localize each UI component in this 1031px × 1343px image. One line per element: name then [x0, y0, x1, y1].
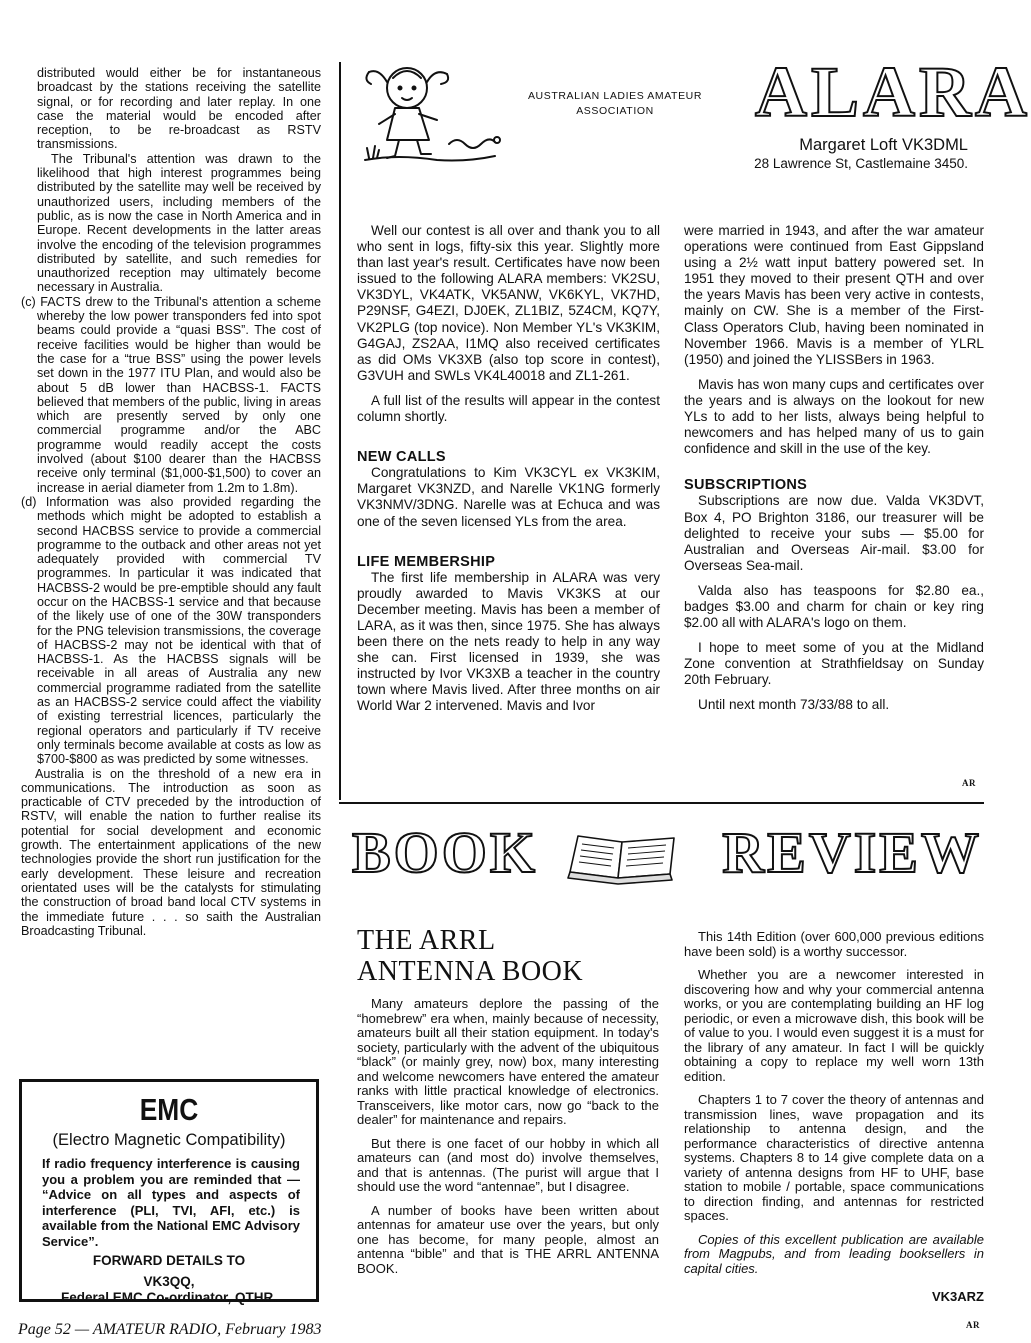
- heading-new-calls: NEW CALLS: [357, 449, 446, 466]
- alara-address: 28 Lawrence St, Castlemaine 3450.: [754, 156, 968, 171]
- heading-subscriptions: SUBSCRIPTIONS: [684, 477, 808, 494]
- emc-body: If radio frequency interference is causing you a problem you are reminded that — “Advice on all types and aspects of interference (PLI, TVI, AFI, etc.) is available from the National EMC Advisory Service”.: [42, 1156, 300, 1249]
- col1-paragraph-1: distributed would either be for instantaneous broadcast by the stations receiving the satellite signal, or for recording and later replay. In one case the material would be encoded after reception, to be re-broadcast as RSTV transmissions.: [37, 66, 321, 152]
- column-rule: [339, 62, 341, 800]
- alara-paragraph-closing: Until next month 73/33/88 to all.: [698, 697, 890, 713]
- open-book-icon: [566, 828, 678, 886]
- alara-paragraph-married: were married in 1943, and after the war amateur operations were continued from East Gippsland using a 2½ watt input battery powered set. In 1951 they moved to their present QTH and over the years Mavis has been very active in contests, mainly on CW. She is a member of the First-Class Operators Club, having been nominated in November 1966. Mavis is a member of YLRL (1950) and joined the YLISSBers in 1963.: [684, 223, 984, 367]
- review-paragraph-availability: Copies of this excellent publication are available from Magpubs, and from leading booksellers in capital cities.: [684, 1231, 984, 1276]
- book-banner-left: BOOK: [352, 820, 539, 885]
- emc-callsign: VK3QQ,: [143, 1274, 195, 1289]
- emc-coordinator: Federal EMC Co-ordinator, QTHR.: [60, 1290, 277, 1305]
- left-column: [21, 66, 321, 938]
- heading-life-membership: LIFE MEMBERSHIP: [357, 553, 496, 570]
- alara-paragraph-cups: Mavis has won many cups and certificates over the years and is always on the lookout for new YLs to add to her lists, always being helpful to newcomers and has helped many of us to gain confidence and skill in the use of the key.: [684, 376, 984, 457]
- book-title-line2: ANTENNA BOOK: [357, 956, 584, 987]
- alara-paragraph-results: A full list of the results will appear in the contest column shortly.: [357, 392, 660, 425]
- book-title: [357, 925, 677, 987]
- section-rule: [339, 802, 984, 804]
- emc-box: [19, 1079, 319, 1305]
- emc-subtitle: (Electro Magnetic Compatibility): [52, 1131, 286, 1149]
- col1-paragraph-2: The Tribunal's attention was drawn to the likelihood that high interest programmes being distributed by the satellite may well be received by unauthorized users, including members of the public, as is now the case in North America and in Europe. Recent developments in the latter areas involve the encoding of the television programmes distributed by satellite, and such remedies for unauthorized reception may ultimately become necessary in Australia.: [37, 151, 321, 295]
- review-signature: VK3ARZ: [931, 1289, 984, 1304]
- alara-paragraph-subs: Subscriptions are now due. Valda VK3DVT, Box 4, PO Brighton 3186, our treasurer will be delighted to receive your subs — $5.00 for Australian and Overseas Air-mail. $3.00 for Overseas Sea-mail.: [684, 493, 984, 573]
- page-footer: Page 52 — AMATEUR RADIO, February 1983: [18, 1321, 322, 1338]
- review-paragraph-chapters: Chapters 1 to 7 cover the theory of antennas and transmission lines, wave propagation and its relationship to antenna design, and the performance characteristics of directive antenna systems. Chapters 8 to 14 give complete data on a variety of antenna designs from HF to UHF, base station to mobile / portable, space communications to direction finding, and antennas for restricted spaces.: [684, 1092, 984, 1223]
- review-column-left: [357, 997, 659, 1276]
- alara-paragraph-life: The first life membership in ALARA was very proudly awarded to Mavis VK3KS at our December meeting. Mavis has been a member of LARA, as it was then, since 1975. She has always been there on the nets ready to help in any way she can. First licensed in 1939, she was instructed by Ivor VK3XB a teacher in the country town where Mavis lived. After three months on air World War 2 intervened. Mavis and Ivor: [357, 569, 660, 714]
- alara-paragraph-convention: I hope to meet some of you at the Midland Zone convention at Strathfieldsay on Sunday 20th February.: [684, 640, 984, 688]
- col1-item-c: (c) FACTS drew to the Tribunal's attention a scheme whereby the low power transponders fed into spot beams could provide a “quasi BSS”. The cost of receive facilities would be higher than would be the case for a “true BSS” using the power levels set down in the 1977 ITU Plan, and would also be about 5 dB lower than HACBSS-1. FACTS believed that members of the public, living in areas which are presently served by only one commercial programme and/or the ABC programme would readily accept the costs involved (about $100 dearer than the HACBSS receive only terminal ($1,000-$1,500) to cover an increase in aerial diameter from 1.2m to 1.8m).: [21, 294, 321, 495]
- alara-paragraph-new-calls: Congratulations to Kim VK3CYL ex VK3KIM, Margaret VK3NZD, and Narelle VK1NG formerly VK3NMV/3DNG. Narelle was at Echuca and was one of the seven licensed YLs from the area.: [357, 465, 660, 529]
- review-column-right: [684, 930, 984, 1276]
- alara-association-line1: AUSTRALIAN LADIES AMATEUR: [527, 90, 703, 102]
- alara-association-line2: ASSOCIATION: [576, 105, 654, 117]
- alara-column-left: [357, 223, 660, 715]
- review-paragraph-newcomer: Whether you are a newcomer interested in discovering how and why your commercial antenna works, or you are contemplating building an HF log periodic, or even a microwave dish, this book will be of value to you. I would even suggest it is a must for the library of any amateur. In fact I will be quickly obtaining a copy to replace my well worn 13th edition.: [684, 967, 984, 1084]
- alara-association: [515, 89, 715, 119]
- review-paragraph-homebrew: Many amateurs deplore the passing of the “homebrew” era when, mainly because of necessity, amateurs built all their station equipment. In today's society, particularly with the advent of the ubiquitous “black” (or mainly grey, now) box, many interesting and welcome newcomers have entered the amateur ranks with little practical knowledge of electronics. Transceivers, like motor cars, now go “back to the dealer” for maintenance and repairs.: [357, 996, 659, 1127]
- alara-logo: ALARA: [755, 52, 1031, 132]
- review-paragraph-books: A number of books have been written about antennas for amateur use over the years, but only one has become, for many people, almost an antenna “bible” and that is THE ARRL ANTENNA BOOK.: [357, 1202, 659, 1276]
- emc-forward: FORWARD DETAILS TO: [92, 1253, 246, 1268]
- book-title-line1: THE ARRL: [357, 925, 496, 956]
- review-paragraph-facet: But there is one facet of our hobby in which all amateurs can (and most do) involve themselves, and that is antennas. (The purist will argue that I should use the word “antennae”, but I disagree.: [357, 1135, 659, 1194]
- emc-title: EMC: [139, 1092, 199, 1127]
- alara-author: Margaret Loft VK3DML: [799, 136, 968, 154]
- alara-paragraph-contest: Well our contest is all over and thank you to all who sent in logs, fifty-six this year. Slightly more than last year's result. Certificates have now been issued to the following ALARA members: VK2SU, VK3DYL, VK4ATK, VK5ANW, VK6KYL, VK7HD, P29NSF, G4EZI, DJ0EK, ZL1BIZ, 5Z4CM, KQ7Y, VK2PLG (top novice). Non Member YL's VK3KIM, G4GAJ, ZS2AA, I1MQ also received certificates as did OMs VK3XB (also top score in contest), G3VUH and SWLs VK4L40018 and ZL1-261.: [357, 223, 660, 383]
- col1-item-d: (d) Information was also provided regarding the methods which might be adopted to establish a second HACBSS service to provide a commercial programme to the outback and other areas not yet adequately provided with commercial TV programmes. In particular it was indicated that HACBSS-2 would be pre-emptible should any fault occur on the HACBSS-1 service and that because of the likely use of one of the 30W transponders for the PNG television transmissions, the coverage of HACBSS-2 may not be identical with that of HACBSS-1. As the HACBSS signals will be receivable in all areas of Australia any new commercial programme radiated from the satellite as an HACBSS-2 service could affect the viability of existing terrestrial licences, particularly the regional operators and particularly if TV receive only terminals become available at costs as low as $700-$800 as was predicted by some witnesses.: [21, 494, 321, 767]
- alara-end-mark: AR: [962, 778, 976, 788]
- review-paragraph-edition: This 14th Edition (over 600,000 previous editions have been sold) is a worthy successor.: [684, 929, 984, 959]
- book-banner-right: REVIEW: [722, 820, 982, 885]
- alara-paragraph-teaspoons: Valda also has teaspoons for $2.80 ea., badges $3.00 and charm for chain or key ring $2.00 all with ALARA's logo on them.: [684, 582, 984, 631]
- alara-column-right: [684, 223, 984, 714]
- col1-paragraph-3: Australia is on the threshold of a new era in communications. The introduction as soon as practicable of CTV preceded by the introduction of RSTV, will enable the nation to further realise its potential for social development and economic growth. The entertainment applications of the new technologies provide the short run justification for the early development. These leisure and recreation orientated uses will be the catalysts for stimulating the construction of broad band local CTV systems in the immediate future . . . so saith the Australian Broadcasting Tribunal.: [21, 766, 321, 938]
- girl-illustration: [357, 58, 507, 168]
- review-end-mark: AR: [966, 1320, 980, 1330]
